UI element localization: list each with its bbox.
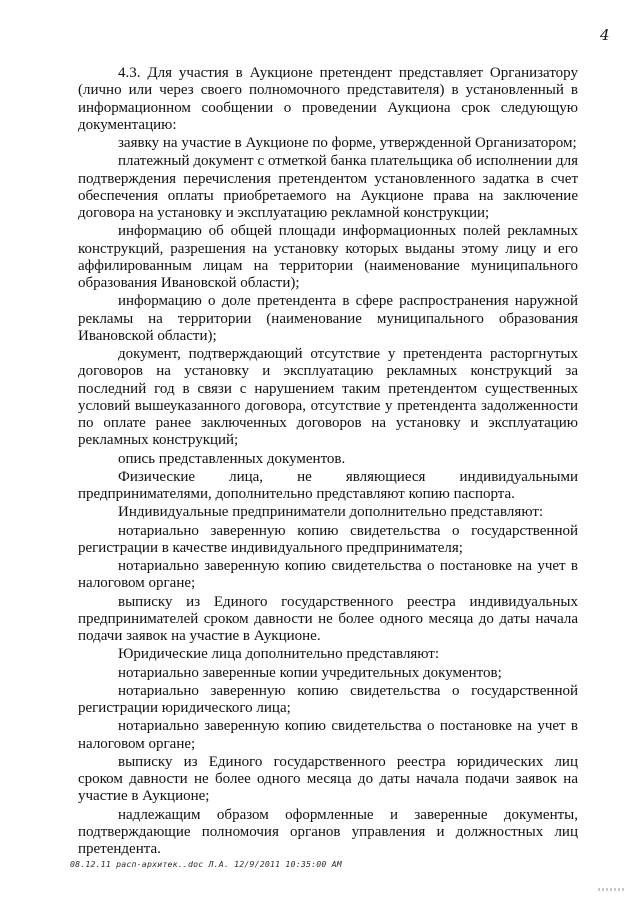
document-body [78, 65, 578, 859]
paragraph-entrepreneur-tax: нотариально заверенную копию свидетельства о постановке на учет в налоговом органе; [78, 558, 578, 592]
paragraph-legal-extract: выписку из Единого государственного реестра юридических лиц сроком давности не более одного месяца до даты начала подачи заявок на участие в Аукционе; [78, 753, 578, 805]
paragraph-legal-registration: нотариально заверенную копию свидетельства о государственной регистрации юридического лица; [78, 682, 578, 716]
document-footer: 08.12.11 расп-архитек..doc Л.А. 12/9/2011 10:35:00 AM [70, 859, 342, 869]
paragraph-entrepreneur-registration: нотариально заверенную копию свидетельства о государственной регистрации в качестве индивидуального предпринимателя; [78, 522, 578, 556]
paragraph-legal-entities-heading: Юридические лица дополнительно представляют: [118, 646, 439, 663]
scan-speck [598, 888, 624, 891]
paragraph-entrepreneurs-heading: Индивидуальные предприниматели дополнительно представляют: [118, 504, 544, 521]
paragraph-payment-document: платежный документ с отметкой банка плательщика об исполнении для подтверждения перечисления претендентом установленного задатка в счет обеспечения оплаты приобретаемого на Аукционе права на заключение договора на установку и эксплуатацию рекламной конструкции; [78, 153, 578, 221]
paragraph-legal-founding-docs: нотариально заверенные копии учредительных документов; [118, 664, 502, 681]
paragraph-application-form: заявку на участие в Аукционе по форме, утвержденной Организатором; [118, 135, 577, 151]
paragraph-entrepreneur-extract: выписку из Единого государственного реестра индивидуальных предпринимателей сроком давности не более одного месяца до даты начала подачи заявок на участие в Аукционе. [78, 593, 578, 644]
paragraph-inventory: опись представленных документов. [118, 450, 346, 467]
page-number: 4 [600, 26, 610, 44]
paragraph-legal-tax: нотариально заверенную копию свидетельства о постановке на учет в налоговом органе; [78, 718, 578, 752]
paragraph-individuals-passport: Физические лица, не являющиеся индивидуальными предпринимателями, дополнительно представляют копию паспорта. [78, 468, 578, 502]
paragraph-4-3-intro: 4.3. Для участия в Аукционе претендент представляет Организатору (лично или через своего полномочного представителя) в установленный в информационном сообщении о проведении Аукциона срок следующую документацию: [78, 65, 578, 133]
paragraph-area-info: информацию об общей площади информационных полей рекламных конструкций, разрешения на установку которых выданы этому лицу и его аффилированным лицам на территории (наименование муниципального образования Ивановской области); [78, 223, 578, 291]
paragraph-share-info: информацию о доле претендента в сфере распространения наружной рекламы на территории (наименование муниципального образования Ивановской области); [78, 293, 578, 344]
paragraph-no-terminated-contracts: документ, подтверждающий отсутствие у претендента расторгнутых договоров на установку и эксплуатацию рекламных конструкций за последний год в связи с нарушением таким претендентом существенных условий вышеуказанного договора, отсутствие у претендента задолженности по оплате ранее заключенных договоров на установку и эксплуатацию рекламных конструкций; [78, 346, 578, 449]
paragraph-authority-docs: надлежащим образом оформленные и заверенные документы, подтверждающие полномочия органов управления и должностных лиц претендента. [78, 806, 578, 857]
